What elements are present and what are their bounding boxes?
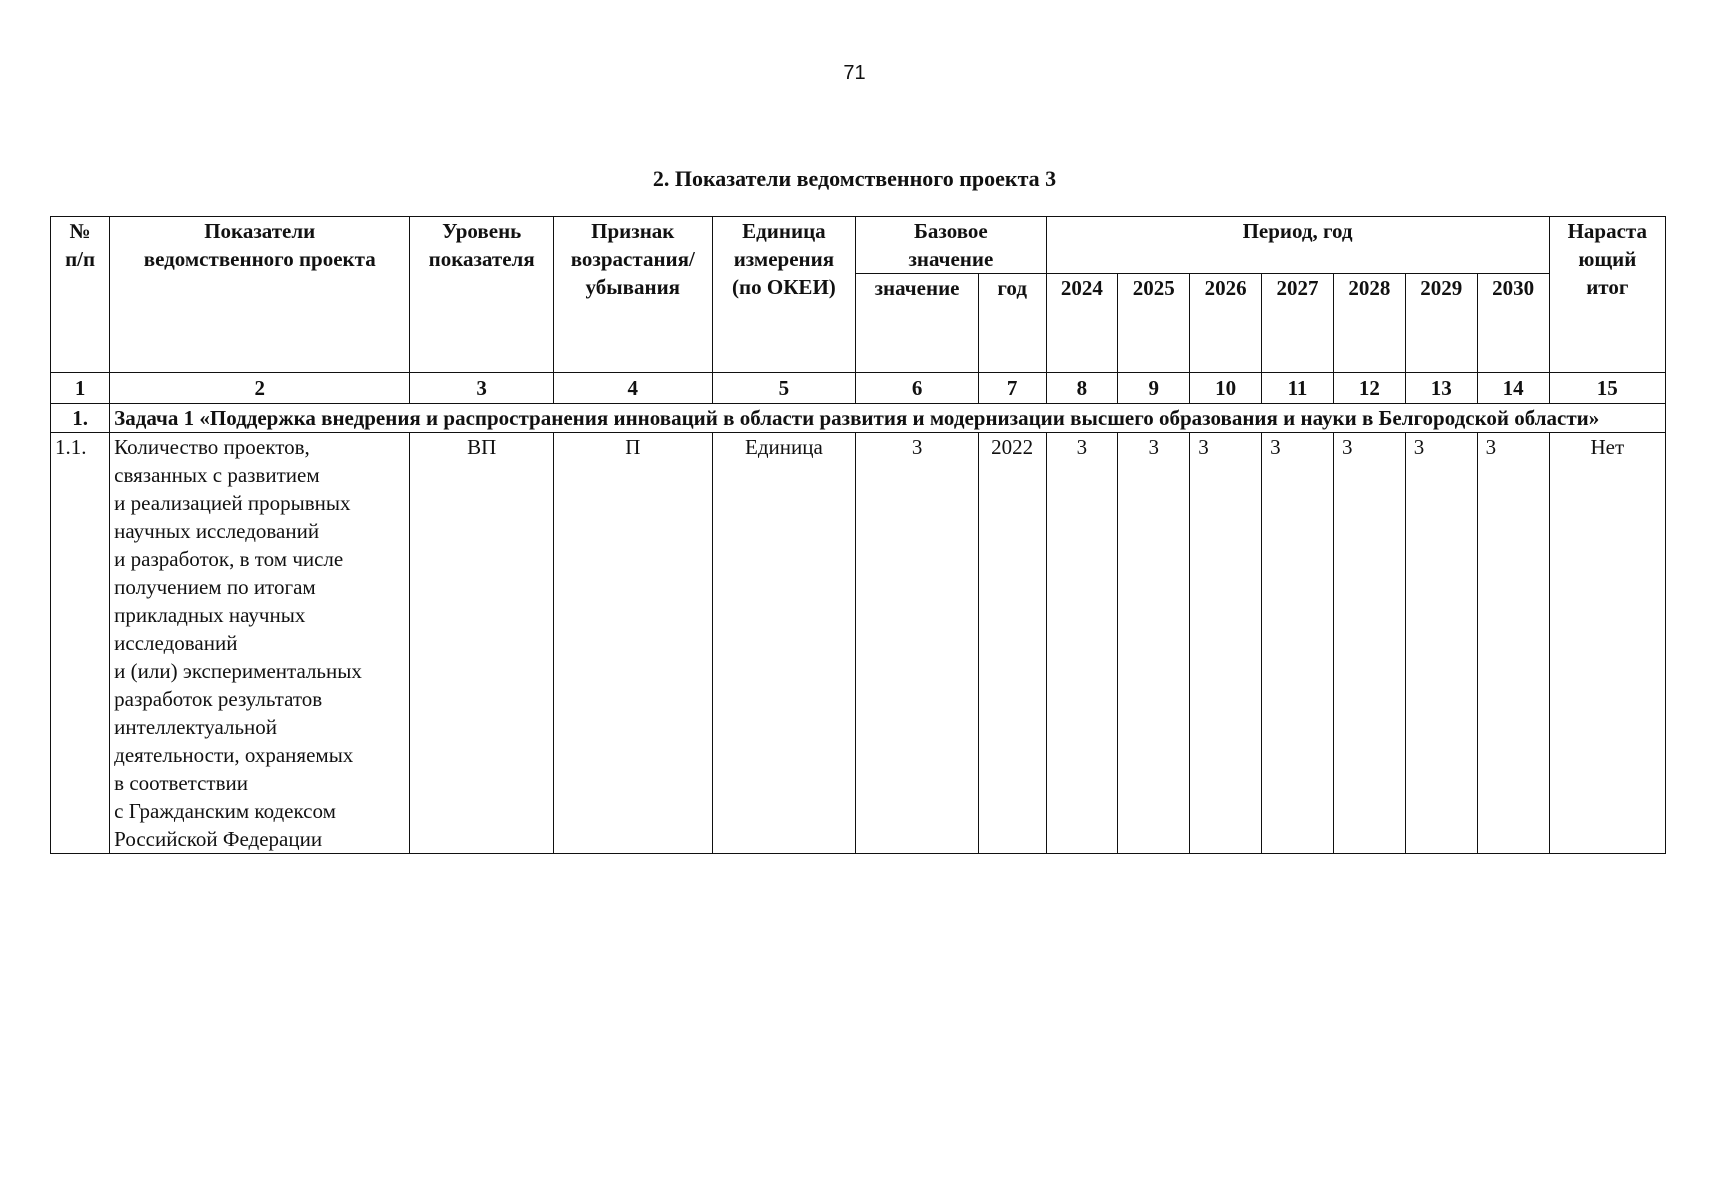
year-value: 3 xyxy=(1046,433,1118,854)
header-year: 2024 xyxy=(1046,274,1118,373)
header-indicator: Показатели ведомственного проекта xyxy=(110,217,410,373)
table-header-row xyxy=(51,217,1666,274)
column-number: 10 xyxy=(1190,373,1262,404)
column-number: 9 xyxy=(1118,373,1190,404)
column-number: 12 xyxy=(1333,373,1405,404)
header-level: Уровень показателя xyxy=(410,217,554,373)
header-year: 2025 xyxy=(1118,274,1190,373)
header-year: 2029 xyxy=(1405,274,1477,373)
year-value: 3 xyxy=(1262,433,1334,854)
header-num: № п/п xyxy=(51,217,110,373)
indicators-table xyxy=(50,216,1666,854)
page-number: 71 xyxy=(843,62,866,84)
column-number-row xyxy=(51,373,1666,404)
column-number: 2 xyxy=(110,373,410,404)
column-number: 13 xyxy=(1405,373,1477,404)
base-year: 2022 xyxy=(978,433,1046,854)
year-value: 3 xyxy=(1118,433,1190,854)
indicator-level: ВП xyxy=(410,433,554,854)
year-value: 3 xyxy=(1477,433,1549,854)
column-number: 4 xyxy=(554,373,713,404)
year-value: 3 xyxy=(1190,433,1262,854)
task-number: 1. xyxy=(51,404,110,433)
indicator-trend: П xyxy=(554,433,713,854)
task-row xyxy=(51,404,1666,433)
header-year: 2027 xyxy=(1262,274,1334,373)
header-base: Базовое значение xyxy=(856,217,1046,274)
table-row xyxy=(51,433,1666,854)
column-number: 15 xyxy=(1549,373,1665,404)
column-number: 3 xyxy=(410,373,554,404)
base-value: 3 xyxy=(856,433,979,854)
row-number: 1.1. xyxy=(51,433,110,854)
column-number: 6 xyxy=(856,373,979,404)
header-year: 2030 xyxy=(1477,274,1549,373)
header-base-value: значение xyxy=(856,274,979,373)
column-number: 11 xyxy=(1262,373,1334,404)
page-title: 2. Показатели ведомственного проекта 3 xyxy=(652,166,1057,191)
column-number: 5 xyxy=(712,373,856,404)
header-year: 2026 xyxy=(1190,274,1262,373)
cumulative-value: Нет xyxy=(1549,433,1665,854)
indicator-name: Количество проектов, связанных с развитием и реализацией прорывных научных исследований и разработок, в том числе получением по итогам прикладных научных исследований и (или) экспериментальных разработок результатов интеллектуальной деятельности, охраняемых в соответствии с Гражданским кодексом Российской Федерации xyxy=(110,433,410,854)
column-number: 7 xyxy=(978,373,1046,404)
header-cumulative: Нараста ющий итог xyxy=(1549,217,1665,373)
task-text: Задача 1 «Поддержка внедрения и распространения инноваций в области развития и модернизации высшего образования и науки в Белгородской области» xyxy=(110,404,1666,433)
header-year: 2028 xyxy=(1333,274,1405,373)
header-trend: Признак возрастания/ убывания xyxy=(554,217,713,373)
header-base-year: год xyxy=(978,274,1046,373)
year-value: 3 xyxy=(1333,433,1405,854)
year-value: 3 xyxy=(1405,433,1477,854)
header-period: Период, год xyxy=(1046,217,1549,274)
indicator-unit: Единица xyxy=(712,433,856,854)
column-number: 14 xyxy=(1477,373,1549,404)
column-number: 1 xyxy=(51,373,110,404)
header-unit: Единица измерения (по ОКЕИ) xyxy=(712,217,856,373)
column-number: 8 xyxy=(1046,373,1118,404)
